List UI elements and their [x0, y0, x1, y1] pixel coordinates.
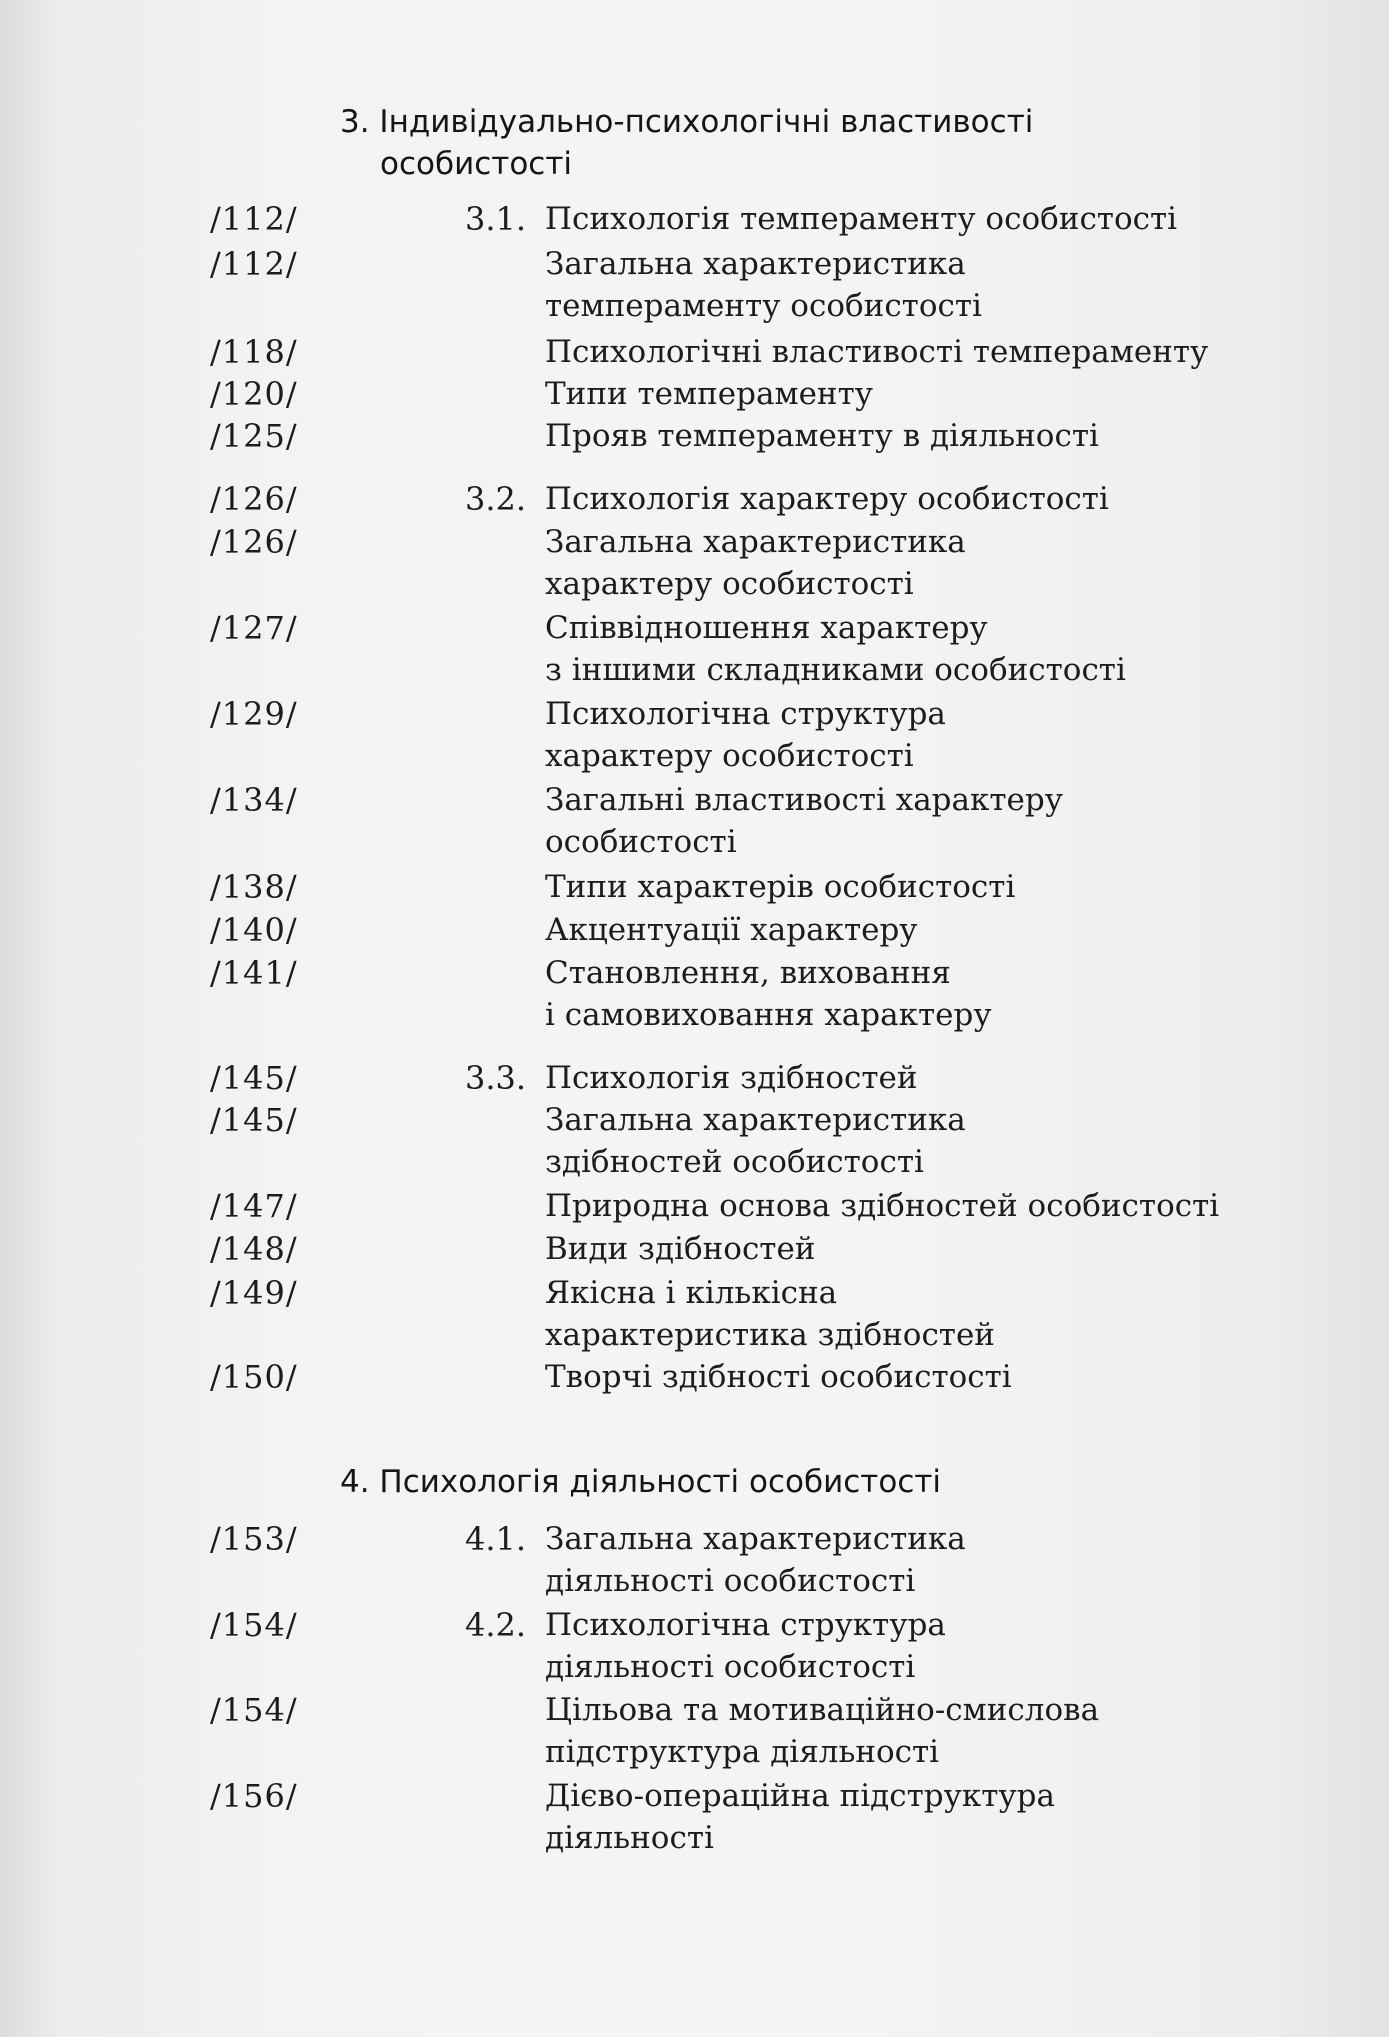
entry-title-line: Якісна і кількісна: [545, 1275, 838, 1311]
entry-title-line: Психологічна структура: [545, 1607, 946, 1643]
entry-title-line: здібностей особистості: [545, 1144, 924, 1180]
entry-title-line: діяльності: [545, 1820, 714, 1856]
entry-title: [545, 331, 1345, 373]
page-number: /112/: [210, 245, 298, 283]
page-number: /127/: [210, 609, 298, 647]
entry-title-line: характеристика здібностей: [545, 1317, 995, 1353]
entry-title-line: Типи характерів особистості: [545, 869, 1016, 905]
entry-title-line: Прояв темпераменту в діяльності: [545, 418, 1099, 454]
entry-title-line: діяльності особистості: [545, 1649, 916, 1685]
entry-title: [545, 1775, 1345, 1859]
entry-title-line: темпераменту особистості: [545, 288, 982, 324]
entry-title: [545, 198, 1345, 240]
entry-title: [545, 1185, 1345, 1227]
entry-title-line: Психологія здібностей: [545, 1060, 918, 1096]
page-number: /140/: [210, 911, 298, 949]
entry-title-line: характеру особистості: [545, 566, 914, 602]
entry-title: [545, 909, 1345, 951]
entry-title: [545, 1518, 1345, 1602]
entry-title-line: Природна основа здібностей особистості: [545, 1188, 1220, 1224]
entry-title-line: характеру особистості: [545, 738, 914, 774]
entry-title-line: Акцентуації характеру: [545, 912, 918, 948]
entry-title: [545, 693, 1345, 777]
entry-title: [545, 1689, 1345, 1773]
entry-title: [545, 1272, 1345, 1356]
page-number: /145/: [210, 1101, 298, 1139]
entry-title-line: з іншими складниками особистості: [545, 652, 1126, 688]
page-number: /126/: [210, 523, 298, 561]
page-number: /153/: [210, 1520, 298, 1558]
page-number: /154/: [210, 1606, 298, 1644]
entry-title-line: Психологічна структура: [545, 696, 946, 732]
section-number: 4.1.: [465, 1520, 527, 1558]
entry-title-line: Співвідношення характеру: [545, 610, 988, 646]
page-number: /149/: [210, 1274, 298, 1312]
chapter-3-title-line-1: 3. Індивідуально-психологічні властивості: [340, 104, 1034, 140]
page-number: /118/: [210, 333, 298, 371]
entry-title: [545, 607, 1345, 691]
page-number: /112/: [210, 200, 298, 238]
section-number: 3.1.: [465, 200, 527, 238]
chapter-3-heading: [340, 101, 1033, 185]
entry-title: [545, 1356, 1345, 1398]
entry-title-line: і самовиховання характеру: [545, 997, 992, 1033]
chapter-3-title-line-2: особистості: [380, 146, 573, 182]
entry-title: [545, 478, 1345, 520]
page-number: /129/: [210, 695, 298, 733]
entry-title-line: Типи темпераменту: [545, 376, 873, 412]
entry-title-line: підструктура діяльності: [545, 1734, 940, 1770]
entry-title-line: Становлення, виховання: [545, 955, 951, 991]
entry-title: [545, 1604, 1345, 1688]
entry-title: [545, 1099, 1345, 1183]
page-number: /156/: [210, 1777, 298, 1815]
entry-title-line: Дієво-операційна підструктура: [545, 1778, 1055, 1814]
entry-title-line: Психологія темпераменту особистості: [545, 201, 1178, 237]
chapter-4-heading: [340, 1461, 941, 1503]
section-number: 3.3.: [465, 1059, 527, 1097]
page-number: /150/: [210, 1358, 298, 1396]
entry-title: [545, 243, 1345, 327]
page-number: /126/: [210, 480, 298, 518]
entry-title: [545, 521, 1345, 605]
entry-title-line: Творчі здібності особистості: [545, 1359, 1012, 1395]
page-number: /120/: [210, 375, 298, 413]
entry-title: [545, 952, 1345, 1036]
page-number: /138/: [210, 868, 298, 906]
entry-title-line: Загальна характеристика: [545, 1102, 966, 1138]
entry-title-line: діяльності особистості: [545, 1563, 916, 1599]
page-number: /148/: [210, 1230, 298, 1268]
chapter-4-title: 4. Психологія діяльності особистості: [340, 1464, 942, 1500]
entry-title-line: Психологія характеру особистості: [545, 481, 1109, 517]
entry-title: [545, 415, 1345, 457]
page-number: /145/: [210, 1059, 298, 1097]
entry-title-line: Загальна характеристика: [545, 1521, 966, 1557]
page-number: /147/: [210, 1187, 298, 1225]
entry-title: [545, 373, 1345, 415]
entry-title-line: Загальна характеристика: [545, 246, 966, 282]
entry-title-line: Цільова та мотиваційно-смислова: [545, 1692, 1100, 1728]
entry-title: [545, 779, 1345, 863]
entry-title-line: особистості: [545, 824, 737, 860]
entry-title: [545, 866, 1345, 908]
entry-title: [545, 1228, 1345, 1270]
page-number: /141/: [210, 954, 298, 992]
entry-title-line: Загальна характеристика: [545, 524, 966, 560]
section-number: 3.2.: [465, 480, 527, 518]
entry-title: [545, 1057, 1345, 1099]
section-number: 4.2.: [465, 1606, 527, 1644]
entry-title-line: Психологічні властивості темпераменту: [545, 334, 1209, 370]
entry-title-line: Види здібностей: [545, 1231, 816, 1267]
page-number: /154/: [210, 1691, 298, 1729]
page-number: /125/: [210, 417, 298, 455]
entry-title-line: Загальні властивості характеру: [545, 782, 1063, 818]
page-number: /134/: [210, 781, 298, 819]
